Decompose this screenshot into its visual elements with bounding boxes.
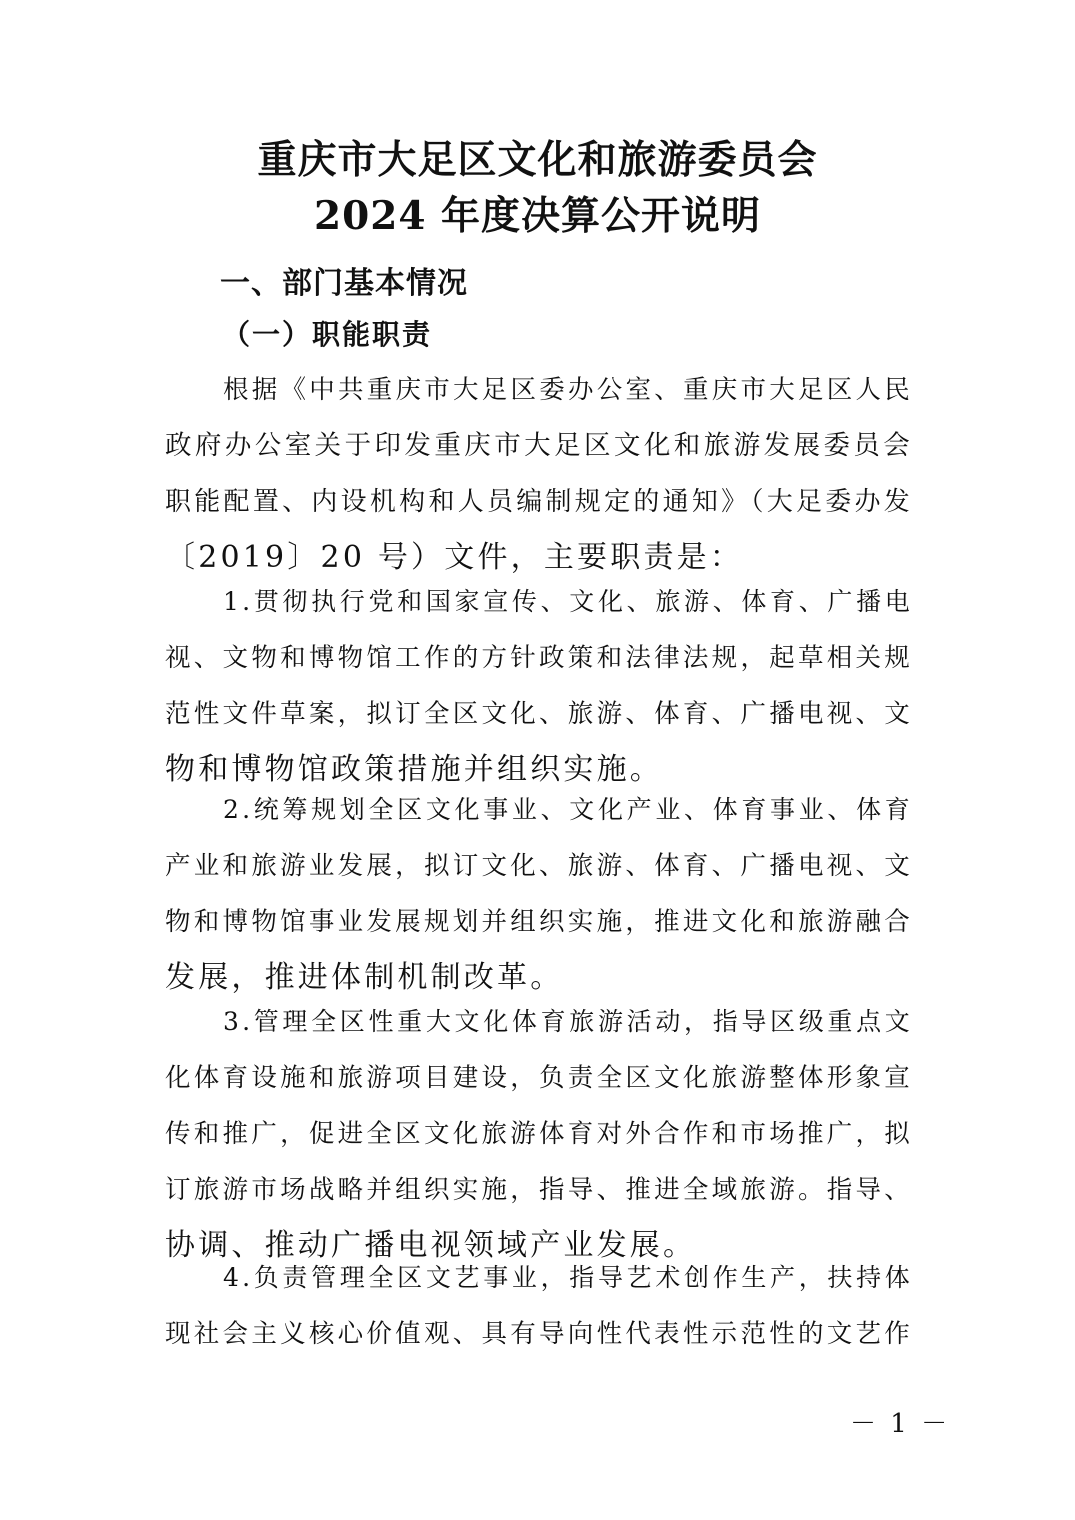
duty-paragraph-2 xyxy=(165,782,913,1006)
paragraph-line: 1.贯彻执行党和国家宣传、文化、旅游、体育、广播电 xyxy=(223,587,913,616)
paragraph-line: 传和推广，促进全区文化旅游体育对外合作和市场推广，拟 xyxy=(165,1119,913,1149)
paragraph-line: 产业和旅游业发展，拟订文化、旅游、体育、广播电视、文 xyxy=(165,851,913,881)
section-heading: 一、部门基本情况 xyxy=(220,266,468,301)
paragraph-line: 现社会主义核心价值观、具有导向性代表性示范性的文艺作 xyxy=(165,1319,913,1349)
paragraph-line: 4.负责管理全区文艺事业，指导艺术创作生产，扶持体 xyxy=(223,1263,913,1292)
paragraph-line: 政府办公室关于印发重庆市大足区文化和旅游发展委员会 xyxy=(165,430,913,461)
paragraph-line: 2.统筹规划全区文化事业、文化产业、体育事业、体育 xyxy=(223,795,913,824)
subsection-heading: （一）职能职责 xyxy=(222,318,433,351)
paragraph-line: 化体育设施和旅游项目建设，负责全区文化旅游整体形象宣 xyxy=(165,1063,913,1093)
paragraph-line: 物和博物馆事业发展规划并组织实施，推进文化和旅游融合 xyxy=(165,907,913,937)
duty-paragraph-1 xyxy=(165,574,913,798)
intro-paragraph xyxy=(165,362,913,586)
duty-paragraph-4 xyxy=(165,1250,913,1362)
page-number: － 1 － xyxy=(850,1409,951,1439)
paragraph-line: 视、文物和博物馆工作的方针政策和法律法规，起草相关规 xyxy=(165,643,913,673)
paragraph-line: 根据《中共重庆市大足区委办公室、重庆市大足区人民 xyxy=(223,375,913,405)
paragraph-line: 发展，推进体制机制改革。 xyxy=(165,960,564,995)
paragraph-line: 协调、推动广播电视领域产业发展。 xyxy=(165,1228,697,1263)
document-title-line-2: 2024 年度决算公开说明 xyxy=(313,193,762,239)
paragraph-line: 物和博物馆政策措施并组织实施。 xyxy=(165,752,663,787)
paragraph-line: 职能配置、内设机构和人员编制规定的通知》（大足委办发 xyxy=(165,487,913,517)
paragraph-line: 3.管理全区性重大文化体育旅游活动，指导区级重点文 xyxy=(223,1007,913,1036)
paragraph-line: 订旅游市场战略并组织实施，指导、推进全域旅游。指导、 xyxy=(165,1175,913,1205)
document-title-line-1: 重庆市大足区文化和旅游委员会 xyxy=(257,137,818,183)
duty-paragraph-3 xyxy=(165,994,913,1274)
paragraph-line: 〔2019〕20 号）文件，主要职责是： xyxy=(165,540,744,575)
paragraph-line: 范性文件草案，拟订全区文化、旅游、体育、广播电视、文 xyxy=(165,699,913,729)
